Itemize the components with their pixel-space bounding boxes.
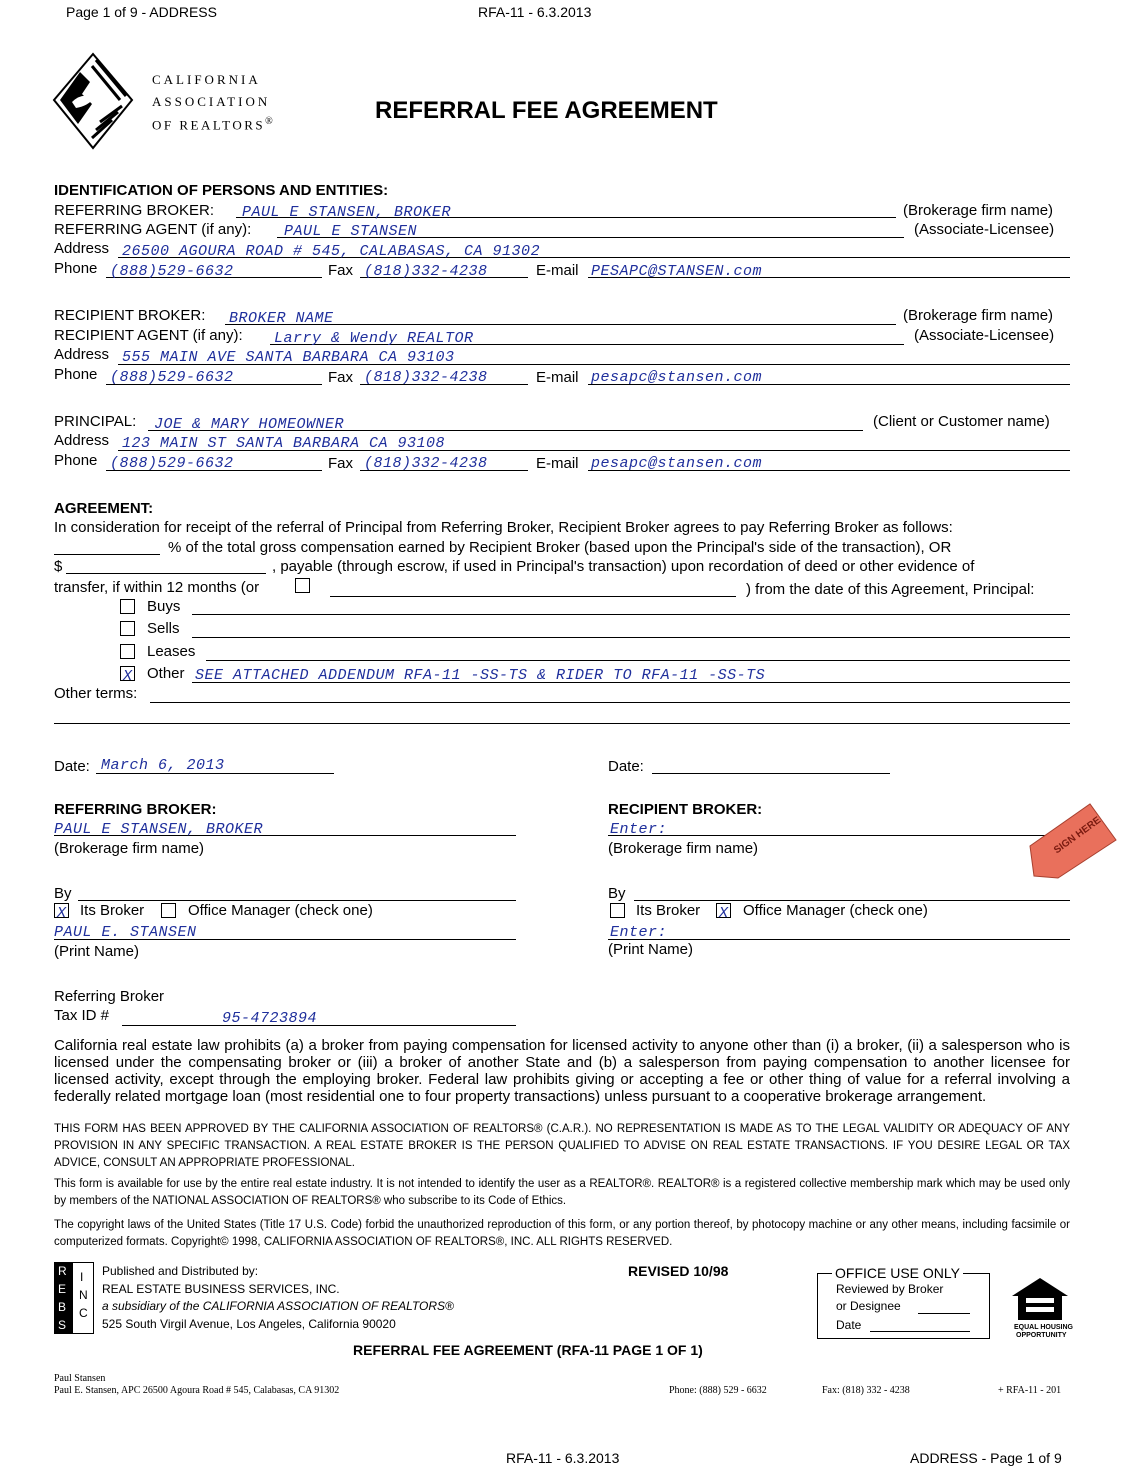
other-label: Other: [147, 665, 185, 682]
recipient-broker-heading: RECIPIENT BROKER:: [608, 801, 763, 818]
recipient-office-manager-mark: X: [718, 905, 728, 922]
months-field[interactable]: [330, 596, 736, 597]
recipient-email-label: E-mail: [536, 369, 579, 386]
dollar-sign: $: [54, 558, 63, 575]
recipient-agent-field[interactable]: Larry & Wendy REALTOR: [274, 330, 474, 347]
sign-here-text: SIGN HERE: [1052, 814, 1103, 857]
referring-date-label: Date:: [54, 758, 90, 775]
buys-checkbox[interactable]: [120, 599, 135, 614]
referring-by-label: By: [54, 885, 72, 902]
referring-fax-field[interactable]: (818)332-4238: [364, 263, 488, 280]
referring-agent-suffix: (Associate-Licensee): [914, 221, 1055, 238]
recipient-office-manager-label: Office Manager (check one): [743, 902, 928, 919]
recipient-print-name-field[interactable]: Enter:: [610, 924, 668, 941]
referring-signature-field[interactable]: [78, 900, 516, 901]
referring-agent-field[interactable]: PAUL E STANSEN: [284, 223, 418, 240]
recipient-by-label: By: [608, 885, 626, 902]
principal-phone-label: Phone: [54, 452, 98, 469]
revised-label: REVISED 10/98: [628, 1263, 729, 1279]
leases-label: Leases: [147, 643, 196, 660]
referring-print-name-field[interactable]: PAUL E. STANSEN: [54, 924, 197, 941]
tax-id-field[interactable]: 95-4723894: [222, 1010, 318, 1027]
percent-field[interactable]: [54, 554, 160, 555]
other-terms-field-2[interactable]: [54, 723, 1070, 724]
publisher-line-3: a subsidiary of the CALIFORNIA ASSOCIATION OF REALTORS®: [102, 1299, 454, 1313]
recipient-address-field[interactable]: 555 MAIN AVE SANTA BARBARA CA 93103: [122, 349, 455, 366]
car-logo: [52, 52, 312, 152]
sells-field[interactable]: [192, 637, 1070, 638]
recipient-fax-label: Fax: [328, 369, 354, 386]
recipient-its-broker-label: Its Broker: [636, 902, 701, 919]
preparer-name: Paul Stansen: [54, 1373, 106, 1384]
referring-fax-label: Fax: [328, 262, 354, 279]
equal-housing-icon: [1010, 1276, 1070, 1322]
agreement-line-2: % of the total gross compensation earned by Recipient Broker (based upon the Principal's side of the transaction), OR: [168, 539, 952, 556]
publisher-line-1: Published and Distributed by:: [102, 1264, 259, 1278]
other-field[interactable]: SEE ATTACHED ADDENDUM RFA-11 -SS-TS & RIDER TO RFA-11 -SS-TS: [195, 667, 766, 684]
approval-text: THIS FORM HAS BEEN APPROVED BY THE CALIFORNIA ASSOCIATION OF REALTORS® (C.A.R.). NO REPRESENTATION IS MADE AS TO THE LEGAL VALIDITY OR ADEQUACY OF ANY PROVISION IN ANY SPECIFIC TRANSACTION. A REAL ESTATE BROKER IS THE PERSON QUALIFIED TO ADVISE ON REAL ESTATE TRANSACTIONS. IF YOU DESIRE LEGAL OR TAX ADVICE, CONSULT AN APPROPRIATE PROFESSIONAL.: [54, 1123, 1070, 1169]
page-footer-right: ADDRESS - Page 1 of 9: [910, 1450, 1062, 1466]
publisher-line-4: 525 South Virgil Avenue, Los Angeles, California 90020: [102, 1317, 396, 1331]
equal-housing-logo: [1010, 1276, 1073, 1342]
recipient-date-field[interactable]: [652, 773, 890, 774]
principal-field[interactable]: JOE & MARY HOMEOWNER: [154, 416, 345, 433]
recipient-agent-label: RECIPIENT AGENT (if any):: [54, 327, 243, 344]
office-use-date-field[interactable]: [870, 1331, 970, 1332]
recipient-firm-field[interactable]: Enter:: [610, 821, 668, 838]
referring-broker-heading: REFERRING BROKER:: [54, 801, 217, 818]
office-use-date: Date: [836, 1318, 862, 1332]
page-header-left: Page 1 of 9 - ADDRESS: [66, 4, 217, 20]
other-terms-label: Other terms:: [54, 685, 138, 702]
form-footer-title: REFERRAL FEE AGREEMENT (RFA-11 PAGE 1 OF 1): [353, 1342, 703, 1358]
legal-paragraph: California real estate law prohibits (a) a broker from paying compensation for licensed activity to anyone other than (i) a broker, (ii) a salesperson who is licensed under the compensating broker or (iii) a broker of another State and (b) a salesperson from paying compensation to another licensee for licensed activity, except through the employing broker. Federal law prohibits giving or accepting a fee or other thing of value for a referral involving a federally related mortgage loan (most residential one to four property transactions) unless pursuant to a cooperative brokerage arrangement.: [54, 1037, 1070, 1105]
agreement-line-3: , payable (through escrow, if used in Principal's transaction) upon recordation of deed or other evidence of: [272, 558, 975, 575]
referring-broker-suffix: (Brokerage firm name): [903, 202, 1054, 219]
recipient-its-broker-checkbox[interactable]: [610, 903, 625, 918]
referring-its-broker-label: Its Broker: [80, 902, 145, 919]
principal-address-label: Address: [54, 432, 110, 449]
preparer-form: + RFA-11 - 201: [998, 1385, 1062, 1396]
referring-broker-field[interactable]: PAUL E STANSEN, BROKER: [242, 204, 452, 221]
logo-line-2: ASSOCIATION: [152, 94, 271, 109]
principal-suffix: (Client or Customer name): [873, 413, 1050, 430]
referring-phone-label: Phone: [54, 260, 98, 277]
referring-firm-field[interactable]: PAUL E STANSEN, BROKER: [54, 821, 264, 838]
rebs-letter-e: E: [58, 1282, 67, 1296]
principal-address-field[interactable]: 123 MAIN ST SANTA BARBARA CA 93108: [122, 435, 446, 452]
page-title: REFERRAL FEE AGREEMENT: [375, 97, 718, 124]
preparer-address: Paul E. Stansen, APC 26500 Agoura Road # 545, Calabasas, CA 91302: [54, 1385, 340, 1396]
agreement-line-4b: ) from the date of this Agreement, Principal:: [746, 581, 1035, 598]
leases-checkbox[interactable]: [120, 644, 135, 659]
office-use-title: OFFICE USE ONLY: [832, 1265, 963, 1281]
recipient-phone-label: Phone: [54, 366, 98, 383]
recipient-address-label: Address: [54, 346, 110, 363]
dollar-amount-field[interactable]: [66, 573, 266, 574]
sells-label: Sells: [147, 620, 180, 637]
referring-date-field[interactable]: March 6, 2013: [101, 757, 225, 774]
identification-heading: IDENTIFICATION OF PERSONS AND ENTITIES:: [54, 182, 389, 199]
principal-label: PRINCIPAL:: [54, 413, 137, 430]
principal-email-label: E-mail: [536, 455, 579, 472]
leases-field[interactable]: [206, 660, 1070, 661]
agreement-line-1: In consideration for receipt of the referral of Principal from Referring Broker, Recipient Broker agrees to pay Referring Broker as follows:: [54, 519, 953, 536]
rebs-logo: [54, 1262, 96, 1334]
principal-fax-field[interactable]: (818)332-4238: [364, 455, 488, 472]
other-checkbox-mark: X: [122, 668, 132, 685]
equal-housing-line-1: EQUAL HOUSING: [1014, 1324, 1073, 1331]
recipient-print-name-caption: (Print Name): [608, 941, 694, 958]
recipient-signature-field[interactable]: [634, 900, 1070, 901]
referring-phone-field[interactable]: (888)529-6632: [110, 263, 234, 280]
rebs-letter-b: B: [58, 1300, 67, 1314]
referring-agent-label: REFERRING AGENT (if any):: [54, 221, 252, 238]
referring-address-label: Address: [54, 240, 110, 257]
inc-letter-c: C: [79, 1306, 88, 1320]
copyright-text: The copyright laws of the United States (Title 17 U.S. Code) forbid the unauthorized reproduction of this form, or any portion thereof, by photocopy machine or any other means, including facsimile or computerized formats. Copyright© 1998, CALIFORNIA ASSOCIATION OF REALTORS®, INC. ALL RIGHTS RESERVED.: [54, 1219, 1070, 1248]
referring-email-field[interactable]: PESAPC@STANSEN.com: [591, 263, 763, 280]
rebs-letter-s: S: [58, 1318, 67, 1332]
office-use-reviewed: Reviewed by Broker: [836, 1282, 944, 1296]
recipient-email-field[interactable]: pesapc@stansen.com: [591, 369, 763, 386]
car-logo-icon: [52, 52, 134, 152]
preparer-phone: Phone: (888) 529 - 6632: [669, 1385, 767, 1396]
agreement-line-4a: transfer, if within 12 months (or: [54, 579, 260, 596]
referring-its-broker-mark: X: [56, 905, 66, 922]
publisher-line-2: REAL ESTATE BUSINESS SERVICES, INC.: [102, 1282, 340, 1296]
logo-line-1: CALIFORNIA: [152, 72, 261, 87]
principal-phone-field[interactable]: (888)529-6632: [110, 455, 234, 472]
agreement-heading: AGREEMENT:: [54, 500, 154, 517]
industry-text: This form is available for use by the entire real estate industry. It is not intended to identify the user as a REALTOR®. REALTOR® is a registered collective membership mark which may be used only by members of the NATIONAL ASSOCIATION OF REALTORS® who subscribe to its Code of Ethics.: [54, 1178, 1070, 1207]
tax-id-label-1: Referring Broker: [54, 988, 165, 1005]
inc-letter-n: N: [79, 1288, 88, 1302]
referring-firm-caption: (Brokerage firm name): [54, 840, 205, 857]
office-use-designee-field[interactable]: [918, 1313, 970, 1314]
recipient-firm-caption: (Brokerage firm name): [608, 840, 759, 857]
recipient-date-label: Date:: [608, 758, 644, 775]
principal-fax-label: Fax: [328, 455, 354, 472]
referring-address-field[interactable]: 26500 AGOURA ROAD # 545, CALABASAS, CA 91302: [122, 243, 541, 260]
logo-line-3: OF REALTORS: [152, 117, 266, 133]
equal-housing-line-2: OPPORTUNITY: [1016, 1332, 1067, 1339]
tax-id-label-2: Tax ID #: [54, 1007, 110, 1024]
recipient-broker-label: RECIPIENT BROKER:: [54, 307, 206, 324]
recipient-broker-field[interactable]: BROKER NAME: [229, 310, 334, 327]
referring-office-manager-checkbox[interactable]: [161, 903, 176, 918]
preparer-fax: Fax: (818) 332 - 4238: [822, 1385, 910, 1396]
recipient-fax-field[interactable]: (818)332-4238: [364, 369, 488, 386]
page-footer-center: RFA-11 - 6.3.2013: [506, 1450, 620, 1466]
sign-here-tag: [1020, 800, 1130, 880]
office-use-designee: or Designee: [836, 1299, 901, 1313]
office-use-box: [817, 1265, 990, 1339]
recipient-phone-field[interactable]: (888)529-6632: [110, 369, 234, 386]
months-checkbox[interactable]: [295, 578, 310, 593]
other-terms-field[interactable]: [150, 702, 1070, 703]
recipient-agent-suffix: (Associate-Licensee): [914, 327, 1055, 344]
logo-registered: ®: [265, 116, 276, 127]
buys-label: Buys: [147, 598, 181, 615]
referring-office-manager-label: Office Manager (check one): [188, 902, 373, 919]
referring-email-label: E-mail: [536, 262, 579, 279]
principal-email-field[interactable]: pesapc@stansen.com: [591, 455, 763, 472]
recipient-broker-suffix: (Brokerage firm name): [903, 307, 1054, 324]
buys-field[interactable]: [192, 614, 1070, 615]
rebs-letter-r: R: [58, 1264, 67, 1278]
page-header-center: RFA-11 - 6.3.2013: [478, 4, 592, 20]
inc-letter-i: I: [80, 1270, 84, 1284]
sells-checkbox[interactable]: [120, 621, 135, 636]
referring-print-name-caption: (Print Name): [54, 943, 140, 960]
referring-broker-label: REFERRING BROKER:: [54, 202, 215, 219]
